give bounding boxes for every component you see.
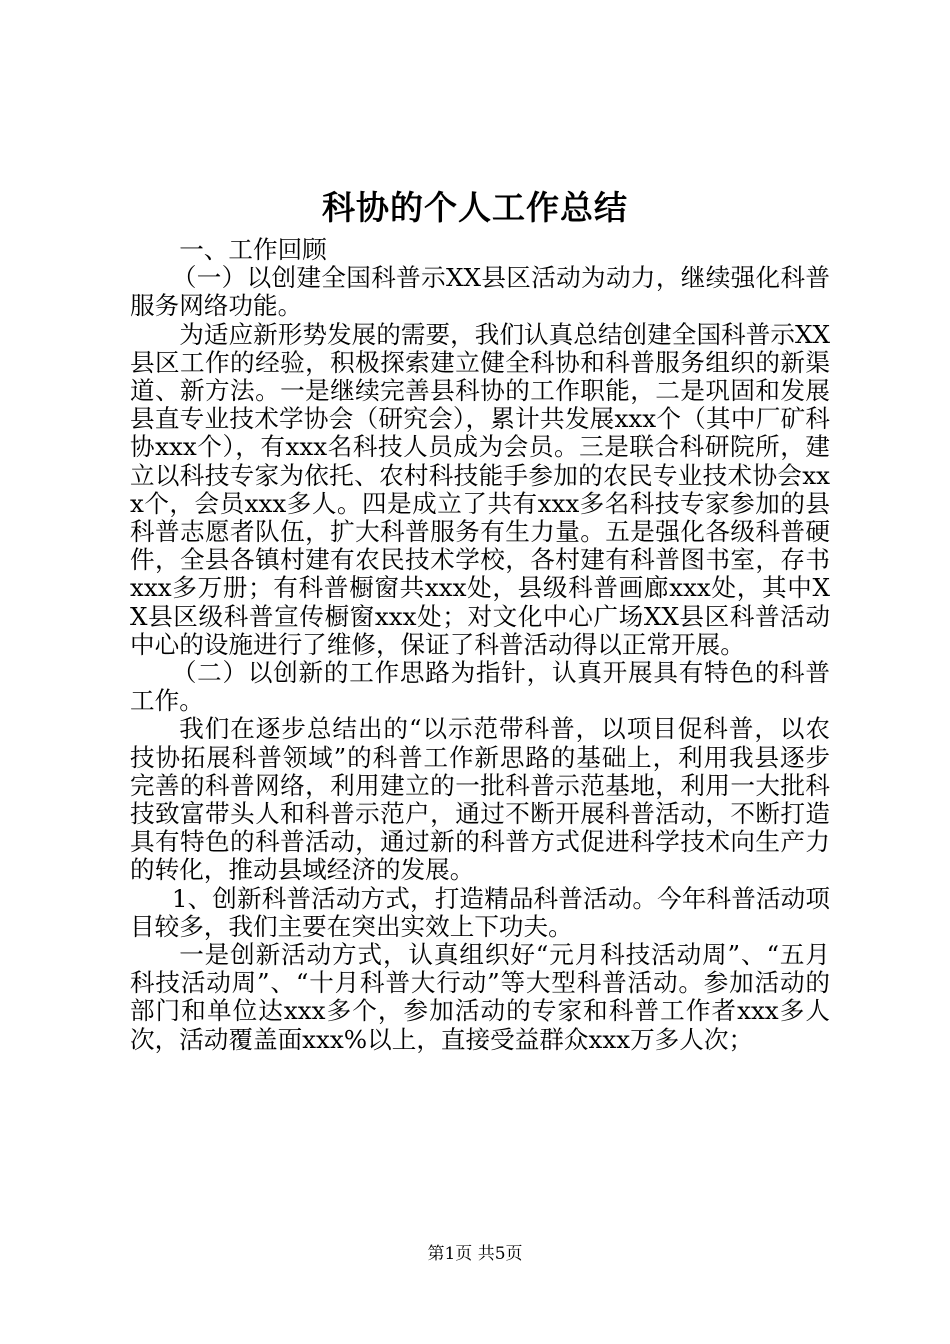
document-title: 科协的个人工作总结 (322, 188, 628, 227)
subsection-heading-1: （一）以创建全国科普示XX县区活动为动力，继续强化科普服务网络功能。 (130, 263, 830, 321)
body-paragraph: 1、创新科普活动方式，打造精品科普活动。今年科普活动项目较多，我们主要在突出实效上下功夫。 (130, 883, 830, 941)
body-paragraph: 一是创新活动方式，认真组织好“元月科技活动周”、“五月科技活动周”、“十月科普大行动”等大型科普活动。参加活动的部门和单位达xxx多个，参加活动的专家和科普工作者xxx多人次，活动覆盖面xxx%以上，直接受益群众xxx万多人次； (130, 940, 830, 1054)
section-heading-review: 一、工作回顾 (179, 235, 327, 264)
body-paragraph: 我们在逐步总结出的“以示范带科普，以项目促科普，以农技协拓展科普领域”的科普工作新思路的基础上，利用我县逐步完善的科普网络，利用建立的一批科普示范基地，利用一大批科技致富带头人和科普示范户，通过不断开展科普活动，不断打造具有特色的科普活动，通过新的科普方式促进科学技术向生产力的转化，推动县域经济的发展。 (130, 714, 830, 885)
page-number-footer: 第1页 共5页 (427, 1244, 523, 1264)
subsection-heading-2: （二）以创新的工作思路为指针，认真开展具有特色的科普工作。 (130, 658, 830, 716)
document-body (130, 236, 830, 1054)
body-paragraph: 为适应新形势发展的需要，我们认真总结创建全国科普示XX县区工作的经验，积极探索建立健全科协和科普服务组织的新渠道、新方法。一是继续完善县科协的工作职能，二是巩固和发展县直专业技术学协会（研究会），累计共发展xxx个（其中厂矿科协xxx个），有xxx名科技人员成为会员。三是联合科研院所，建立以科技专家为依托、农村科技能手参加的农民专业技术协会xxx个，会员xxx多人。四是成立了共有xxx多名科技专家参加的县科普志愿者队伍，扩大科普服务有生力量。五是强化各级科普硬件，全县各镇村建有农民技术学校，各村建有科普图书室，存书xxx多万册；有科普橱窗共xxx处，县级科普画廊xxx处，其中XX县区级科普宣传橱窗xxx处；对文化中心广场XX县区科普活动中心的设施进行了维修，保证了科普活动得以正常开展。 (130, 319, 830, 659)
